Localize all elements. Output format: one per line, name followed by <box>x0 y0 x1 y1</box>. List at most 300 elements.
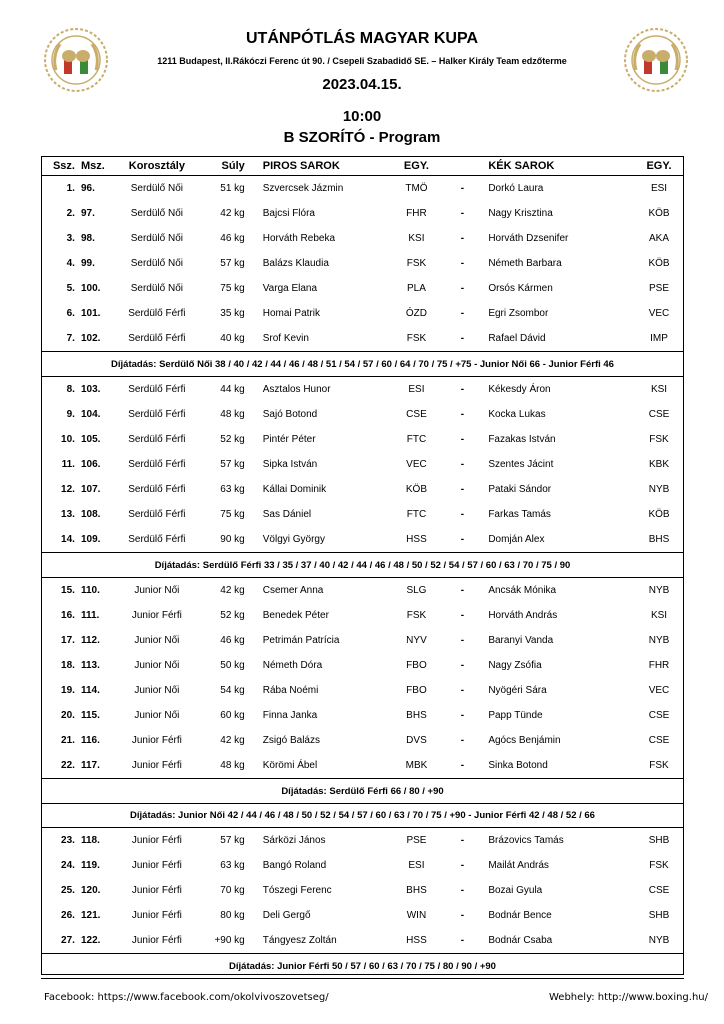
red-corner-club: FSK <box>406 333 427 344</box>
vs-separator: - <box>460 409 465 420</box>
blue-corner-club: AKA <box>648 233 669 244</box>
red-corner-boxer: Sárközi János <box>262 835 326 846</box>
bout-row <box>41 678 684 703</box>
blue-corner-boxer: Ancsák Mónika <box>488 585 557 596</box>
blue-corner-club: CSE <box>648 885 670 896</box>
bout-number: 21. <box>61 735 75 746</box>
vs-separator: - <box>460 233 465 244</box>
award-ceremony-row <box>41 352 684 377</box>
bout-row <box>41 578 684 604</box>
bout-row <box>41 326 684 352</box>
blue-corner-club: KBK <box>648 459 669 470</box>
match-number: 105. <box>80 434 101 445</box>
blue-corner-boxer: Kocka Lukas <box>488 409 546 420</box>
blue-corner-club: KSI <box>650 384 668 395</box>
age-category: Junior Férfi <box>131 935 182 946</box>
red-corner-club: ESI <box>408 384 425 395</box>
blue-corner-boxer: Farkas Tamás <box>488 509 551 520</box>
vs-separator: - <box>460 660 465 671</box>
red-corner-club: FBO <box>406 685 427 696</box>
col-header-piros-sarok: PIROS SAROK <box>257 156 391 176</box>
red-corner-boxer: Bajcsi Flóra <box>262 208 315 219</box>
match-number: 97. <box>80 208 95 219</box>
red-corner-club: FSK <box>406 610 427 621</box>
age-category: Junior Férfi <box>131 910 182 921</box>
blue-corner-boxer: Papp Tünde <box>488 710 543 721</box>
bout-number: 9. <box>66 409 75 420</box>
vs-separator: - <box>460 384 465 395</box>
match-number: 102. <box>80 333 101 344</box>
bout-number: 13. <box>61 509 75 520</box>
weight-class: 90 kg <box>220 534 245 545</box>
weight-class: 48 kg <box>220 760 245 771</box>
red-corner-club: FTC <box>406 434 427 445</box>
blue-corner-boxer: Nyögéri Sára <box>488 685 547 696</box>
blue-corner-club: KÖB <box>648 258 670 269</box>
blue-corner-boxer: Horváth András <box>488 610 558 621</box>
red-corner-boxer: Rába Noémi <box>262 685 319 696</box>
weight-class: 44 kg <box>220 384 245 395</box>
match-number: 112. <box>80 635 100 646</box>
website-link[interactable]: Webhely: http://www.boxing.hu/ <box>549 992 709 1003</box>
blue-corner-club: CSE <box>648 409 670 420</box>
bout-row <box>41 477 684 502</box>
red-corner-boxer: Sajó Botond <box>262 409 318 420</box>
award-ceremony-text: Díjátadás: Serdülő Férfi 66 / 80 / +90 <box>41 779 684 804</box>
bout-row <box>41 753 684 779</box>
bout-row <box>41 402 684 427</box>
bout-row <box>41 251 684 276</box>
weight-class: 46 kg <box>220 233 245 244</box>
red-corner-boxer: Szvercsek Jázmin <box>262 183 344 194</box>
weight-class: 52 kg <box>220 610 245 621</box>
award-ceremony-row <box>41 954 684 979</box>
vs-separator: - <box>460 635 465 646</box>
blue-corner-boxer: Nagy Zsófia <box>488 660 542 671</box>
age-category: Serdülő Férfi <box>128 534 186 545</box>
blue-corner-club: CSE <box>648 735 670 746</box>
red-corner-boxer: Tángyesz Zoltán <box>262 935 337 946</box>
bout-row <box>41 377 684 403</box>
match-number: 117. <box>80 760 100 771</box>
bout-row <box>41 603 684 628</box>
vs-separator: - <box>460 434 465 445</box>
blue-corner-boxer: Németh Barbara <box>488 258 562 269</box>
award-ceremony-text: Díjátadás: Serdülő Női 38 / 40 / 42 / 44 / 46 / 48 / 51 / 54 / 57 / 60 / 64 / 70 / 75 / +75 - Junior Női 66 - Junior Férfi 46 <box>41 352 684 377</box>
age-category: Serdülő Női <box>130 283 183 294</box>
blue-corner-boxer: Bozai Gyula <box>488 885 543 896</box>
vs-separator: - <box>460 308 465 319</box>
vs-separator: - <box>460 459 465 470</box>
blue-corner-boxer: Domján Alex <box>488 534 545 545</box>
bout-row <box>41 653 684 678</box>
award-ceremony-text: Díjátadás: Junior Női 42 / 44 / 46 / 48 / 50 / 52 / 54 / 57 / 60 / 63 / 70 / 75 / +90 - Junior Férfi 42 / 48 / 52 / 66 <box>41 804 684 828</box>
vs-separator: - <box>460 534 465 545</box>
weight-class: 46 kg <box>220 635 245 646</box>
col-header-msz: Msz. <box>81 156 115 176</box>
weight-class: 52 kg <box>220 434 245 445</box>
bout-row <box>41 728 684 753</box>
red-corner-club: BHS <box>406 710 427 721</box>
age-category: Junior Női <box>134 585 180 596</box>
weight-class: 50 kg <box>220 660 245 671</box>
program-subtitle: B SZORÍTÓ - Program <box>283 129 441 146</box>
blue-corner-club: IMP <box>650 333 668 344</box>
age-category: Junior Női <box>134 685 180 696</box>
red-corner-club: PSE <box>406 835 427 846</box>
red-corner-club: NYV <box>406 635 427 646</box>
red-corner-club: HSS <box>406 935 427 946</box>
red-corner-boxer: Csemer Anna <box>262 585 324 596</box>
bout-number: 1. <box>66 183 75 194</box>
blue-corner-boxer: Bodnár Csaba <box>488 935 553 946</box>
weight-class: 54 kg <box>220 685 245 696</box>
blue-corner-club: KÖB <box>648 509 670 520</box>
red-corner-club: SLG <box>406 585 427 596</box>
red-corner-club: FHR <box>406 208 427 219</box>
blue-corner-boxer: Horváth Dzsenifer <box>488 233 569 244</box>
blue-corner-boxer: Bodnár Bence <box>488 910 552 921</box>
blue-corner-club: FSK <box>649 760 669 771</box>
weight-class: 40 kg <box>220 333 245 344</box>
vs-separator: - <box>460 885 465 896</box>
weight-class: 57 kg <box>220 835 245 846</box>
blue-corner-boxer: Sinka Botond <box>488 760 548 771</box>
bout-number: 25. <box>61 885 75 896</box>
bout-number: 12. <box>61 484 75 495</box>
venue-address: 1211 Budapest, II.Rákóczi Ferenc út 90. / Csepeli Szabadidő SE. – Halker Király Team edzőterme <box>157 56 567 66</box>
col-header-suly: Súly <box>199 156 257 176</box>
blue-corner-club: FSK <box>649 860 669 871</box>
red-corner-boxer: Varga Elana <box>262 283 318 294</box>
match-number: 103. <box>80 384 101 395</box>
age-category: Serdülő Férfi <box>128 509 186 520</box>
red-corner-club: CSE <box>406 409 427 420</box>
match-number: 111. <box>80 610 100 621</box>
schedule-body <box>41 176 684 979</box>
award-ceremony-row <box>41 779 684 804</box>
red-corner-boxer: Horváth Rebeka <box>262 233 336 244</box>
red-corner-boxer: Sas Dániel <box>262 509 312 520</box>
award-ceremony-text: Díjátadás: Serdülő Férfi 33 / 35 / 37 / 40 / 42 / 44 / 46 / 48 / 50 / 52 / 54 / 57 / 60 / 63 / 70 / 75 / 90 <box>41 553 684 578</box>
age-category: Junior Női <box>134 635 180 646</box>
red-corner-boxer: Tószegi Ferenc <box>262 885 332 896</box>
blue-corner-boxer: Brázovics Tamás <box>488 835 564 846</box>
vs-separator: - <box>460 484 465 495</box>
vs-separator: - <box>460 760 465 771</box>
match-number: 115. <box>80 710 100 721</box>
blue-corner-club: KÖB <box>648 208 670 219</box>
weight-class: 42 kg <box>220 735 245 746</box>
blue-corner-club: VEC <box>648 685 670 696</box>
document-title: UTÁNPÓTLÁS MAGYAR KUPA <box>245 30 478 47</box>
weight-class: 57 kg <box>220 258 245 269</box>
bout-number: 23. <box>61 835 75 846</box>
blue-corner-boxer: Kékesdy Áron <box>488 384 551 395</box>
age-category: Serdülő Férfi <box>128 308 186 319</box>
vs-separator: - <box>460 183 465 194</box>
bout-number: 8. <box>66 384 75 395</box>
bout-row <box>41 628 684 653</box>
match-number: 107. <box>80 484 101 495</box>
red-corner-boxer: Benedek Péter <box>262 610 329 621</box>
col-header-egy-blue: EGY. <box>634 156 684 176</box>
red-corner-boxer: Srof Kevin <box>262 333 309 344</box>
red-corner-club: BHS <box>406 885 427 896</box>
blue-corner-club: ESI <box>650 183 668 194</box>
red-corner-club: ESI <box>408 860 425 871</box>
bout-row <box>41 301 684 326</box>
blue-corner-boxer: Pataki Sándor <box>488 484 552 495</box>
red-corner-boxer: Homai Patrik <box>262 308 320 319</box>
bout-row <box>41 703 684 728</box>
blue-corner-club: VEC <box>648 308 670 319</box>
blue-corner-club: FSK <box>649 434 669 445</box>
match-number: 109. <box>80 534 101 545</box>
vs-separator: - <box>460 610 465 621</box>
weight-class: 35 kg <box>220 308 245 319</box>
vs-separator: - <box>460 710 465 721</box>
red-corner-boxer: Balázs Klaudia <box>262 258 329 269</box>
match-number: 122. <box>80 935 101 946</box>
blue-corner-boxer: Orsós Kármen <box>488 283 553 294</box>
age-category: Serdülő Női <box>130 208 183 219</box>
blue-corner-club: CSE <box>648 710 670 721</box>
red-corner-boxer: Bangó Roland <box>262 860 327 871</box>
age-category: Junior Női <box>134 710 180 721</box>
match-number: 98. <box>80 233 95 244</box>
weight-class: 60 kg <box>220 710 245 721</box>
red-corner-club: FBO <box>406 660 427 671</box>
vs-separator: - <box>460 910 465 921</box>
bout-number: 7. <box>66 333 75 344</box>
match-number: 120. <box>80 885 101 896</box>
match-number: 114. <box>80 685 100 696</box>
red-corner-boxer: Körömi Ábel <box>262 760 318 771</box>
red-corner-boxer: Zsigó Balázs <box>262 735 320 746</box>
blue-corner-boxer: Mailát András <box>488 860 549 871</box>
vs-separator: - <box>460 258 465 269</box>
start-time: 10:00 <box>342 108 382 125</box>
bout-schedule-table <box>41 156 684 979</box>
bout-number: 2. <box>66 208 75 219</box>
col-header-separator <box>442 156 482 176</box>
bout-row <box>41 878 684 903</box>
red-corner-boxer: Völgyi György <box>262 534 325 545</box>
weight-class: 70 kg <box>220 885 245 896</box>
age-category: Serdülő Férfi <box>128 459 186 470</box>
age-category: Serdülő Férfi <box>128 434 186 445</box>
weight-class: 42 kg <box>220 208 245 219</box>
red-corner-boxer: Petrimán Patrícia <box>262 635 340 646</box>
red-corner-club: MBK <box>405 760 428 771</box>
red-corner-boxer: Németh Dóra <box>262 660 323 671</box>
match-number: 100. <box>80 283 101 294</box>
blue-corner-boxer: Nagy Krisztina <box>488 208 553 219</box>
age-category: Junior Férfi <box>131 610 182 621</box>
bout-row <box>41 828 684 854</box>
age-category: Serdülő Férfi <box>128 484 186 495</box>
weight-class: 75 kg <box>220 509 245 520</box>
bout-row <box>41 276 684 301</box>
weight-class: 80 kg <box>220 910 245 921</box>
blue-corner-boxer: Dorkó Laura <box>488 183 544 194</box>
col-header-kek-sarok: KÉK SAROK <box>482 156 634 176</box>
bout-number: 6. <box>66 308 75 319</box>
weight-class: 48 kg <box>220 409 245 420</box>
red-corner-club: FTC <box>406 509 427 520</box>
blue-corner-boxer: Baranyi Vanda <box>488 635 554 646</box>
blue-corner-boxer: Fazakas István <box>488 434 556 445</box>
bout-row <box>41 903 684 928</box>
red-corner-boxer: Deli Gergő <box>262 910 311 921</box>
bout-number: 3. <box>66 233 75 244</box>
weight-class: 57 kg <box>220 459 245 470</box>
blue-corner-boxer: Szentes Jácint <box>488 459 554 470</box>
bout-number: 4. <box>66 258 75 269</box>
age-category: Junior Női <box>134 660 180 671</box>
facebook-link[interactable]: Facebook: https://www.facebook.com/okolvivoszovetseg/ <box>44 992 329 1003</box>
bout-number: 20. <box>61 710 75 721</box>
age-category: Serdülő Férfi <box>128 333 186 344</box>
blue-corner-club: PSE <box>648 283 669 294</box>
match-number: 108. <box>80 509 101 520</box>
award-ceremony-row <box>41 553 684 578</box>
vs-separator: - <box>460 208 465 219</box>
bout-number: 11. <box>61 459 75 470</box>
match-number: 101. <box>80 308 101 319</box>
bout-number: 24. <box>61 860 75 871</box>
match-number: 106. <box>80 459 101 470</box>
bout-row <box>41 427 684 452</box>
red-corner-club: TMÖ <box>405 183 428 194</box>
age-category: Junior Férfi <box>131 835 182 846</box>
weight-class: +90 kg <box>214 935 245 946</box>
match-number: 99. <box>80 258 95 269</box>
blue-corner-club: KSI <box>650 610 668 621</box>
match-number: 119. <box>80 860 100 871</box>
bout-number: 18. <box>61 660 75 671</box>
age-category: Junior Férfi <box>131 735 182 746</box>
age-category: Serdülő Női <box>130 233 183 244</box>
blue-corner-boxer: Rafael Dávid <box>488 333 546 344</box>
vs-separator: - <box>460 935 465 946</box>
col-header-korosztaly: Korosztály <box>115 156 199 176</box>
red-corner-club: DVS <box>406 735 427 746</box>
blue-corner-club: NYB <box>648 484 670 495</box>
age-category: Serdülő Férfi <box>128 409 186 420</box>
bout-number: 5. <box>66 283 75 294</box>
vs-separator: - <box>460 835 465 846</box>
red-corner-club: KÖB <box>405 484 428 495</box>
blue-corner-club: NYB <box>648 935 670 946</box>
red-corner-boxer: Sipka István <box>262 459 318 470</box>
federation-logo-left <box>42 26 110 94</box>
red-corner-boxer: Asztalos Hunor <box>262 384 331 395</box>
vs-separator: - <box>460 509 465 520</box>
weight-class: 75 kg <box>220 283 245 294</box>
bout-number: 14. <box>61 534 75 545</box>
weight-class: 63 kg <box>220 484 245 495</box>
red-corner-club: KSI <box>408 233 425 244</box>
award-ceremony-row <box>41 804 684 828</box>
blue-corner-club: NYB <box>648 635 670 646</box>
vs-separator: - <box>460 283 465 294</box>
vs-separator: - <box>460 735 465 746</box>
weight-class: 51 kg <box>220 183 245 194</box>
blue-corner-club: SHB <box>648 835 670 846</box>
match-number: 116. <box>80 735 100 746</box>
weight-class: 63 kg <box>220 860 245 871</box>
red-corner-boxer: Pintér Péter <box>262 434 316 445</box>
match-number: 113. <box>80 660 100 671</box>
blue-corner-club: NYB <box>648 585 670 596</box>
red-corner-club: WIN <box>406 910 427 921</box>
bout-row <box>41 176 684 202</box>
age-category: Junior Férfi <box>131 885 182 896</box>
bout-row <box>41 527 684 553</box>
age-category: Serdülő Női <box>130 258 183 269</box>
age-category: Serdülő Férfi <box>128 384 186 395</box>
age-category: Junior Férfi <box>131 760 182 771</box>
bout-number: 10. <box>61 434 75 445</box>
match-number: 104. <box>80 409 101 420</box>
bout-row <box>41 452 684 477</box>
vs-separator: - <box>460 685 465 696</box>
blue-corner-boxer: Egri Zsombor <box>488 308 549 319</box>
bout-row <box>41 502 684 527</box>
table-header-row <box>41 156 684 176</box>
bout-number: 27. <box>61 935 75 946</box>
age-category: Junior Férfi <box>131 860 182 871</box>
bout-row <box>41 226 684 251</box>
weight-class: 42 kg <box>220 585 245 596</box>
bout-number: 17. <box>61 635 75 646</box>
blue-corner-club: SHB <box>648 910 670 921</box>
vs-separator: - <box>460 585 465 596</box>
red-corner-club: ÓZD <box>405 308 428 319</box>
vs-separator: - <box>460 333 465 344</box>
bout-number: 26. <box>61 910 75 921</box>
age-category: Serdülő Női <box>130 183 183 194</box>
col-header-egy-red: EGY. <box>391 156 443 176</box>
federation-logo-right <box>622 26 690 94</box>
event-date: 2023.04.15. <box>322 76 402 93</box>
col-header-ssz: Ssz. <box>41 156 81 176</box>
red-corner-club: VEC <box>406 459 427 470</box>
red-corner-club: PLA <box>407 283 426 294</box>
bout-row <box>41 201 684 226</box>
award-ceremony-text: Díjátadás: Junior Férfi 50 / 57 / 60 / 63 / 70 / 75 / 80 / 90 / +90 <box>41 954 684 979</box>
red-corner-boxer: Kállai Dominik <box>262 484 327 495</box>
bout-number: 16. <box>61 610 75 621</box>
match-number: 110. <box>80 585 100 596</box>
vs-separator: - <box>460 860 465 871</box>
red-corner-boxer: Finna Janka <box>262 710 318 721</box>
blue-corner-club: BHS <box>648 534 670 545</box>
match-number: 96. <box>80 183 95 194</box>
bout-number: 19. <box>61 685 75 696</box>
bout-number: 15. <box>61 585 75 596</box>
bout-row <box>41 853 684 878</box>
match-number: 118. <box>80 835 100 846</box>
bout-number: 22. <box>61 760 75 771</box>
blue-corner-boxer: Agócs Benjámin <box>488 735 561 746</box>
match-number: 121. <box>80 910 101 921</box>
bout-row <box>41 928 684 954</box>
blue-corner-club: FHR <box>648 660 670 671</box>
red-corner-club: HSS <box>406 534 427 545</box>
